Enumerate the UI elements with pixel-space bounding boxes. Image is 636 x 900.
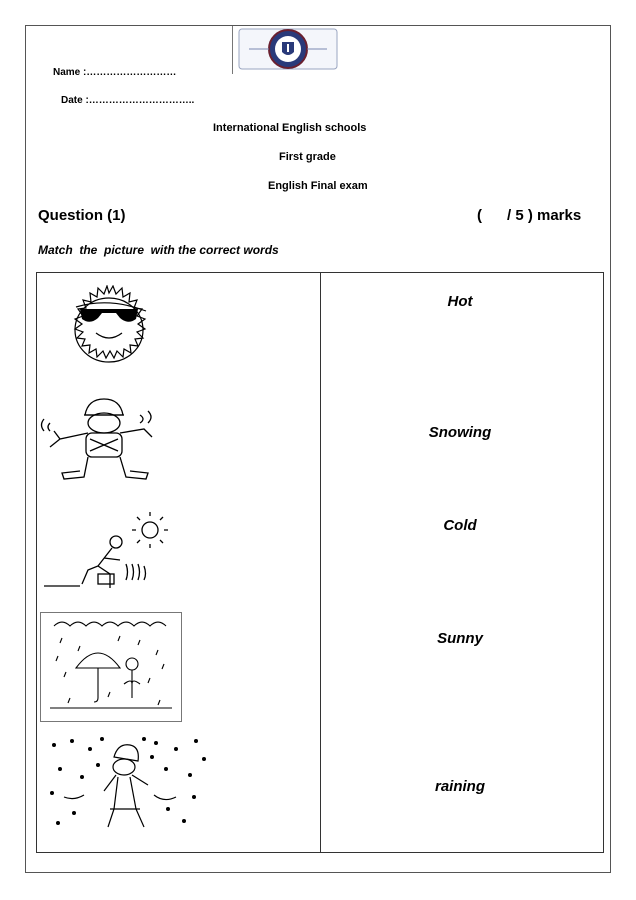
date-field: Date :………………………….. <box>61 95 195 106</box>
person-in-snow-icon <box>44 735 214 838</box>
person-in-hot-sun-icon <box>40 512 180 599</box>
instruction-text: Match the picture with the correct words <box>38 243 279 257</box>
marks-label: ( / 5 ) marks <box>477 207 582 224</box>
grade-label: First grade <box>279 151 336 163</box>
school-name: International English schools <box>213 122 367 134</box>
word-sunny: Sunny <box>437 630 483 647</box>
column-divider <box>320 273 321 852</box>
word-snowing: Snowing <box>428 424 492 441</box>
umbrella-in-rain-icon <box>40 612 182 727</box>
sun-with-sunglasses-icon <box>40 285 178 380</box>
word-raining: raining <box>434 778 485 795</box>
question-title: Question (1) <box>38 207 126 224</box>
name-field: Name :……………………… <box>53 67 177 78</box>
word-cold: Cold <box>443 517 477 534</box>
word-hot: Hot <box>447 293 473 310</box>
exam-title: English Final exam <box>268 180 368 192</box>
child-shivering-cold-icon <box>40 395 170 492</box>
school-crest-logo <box>232 26 344 74</box>
